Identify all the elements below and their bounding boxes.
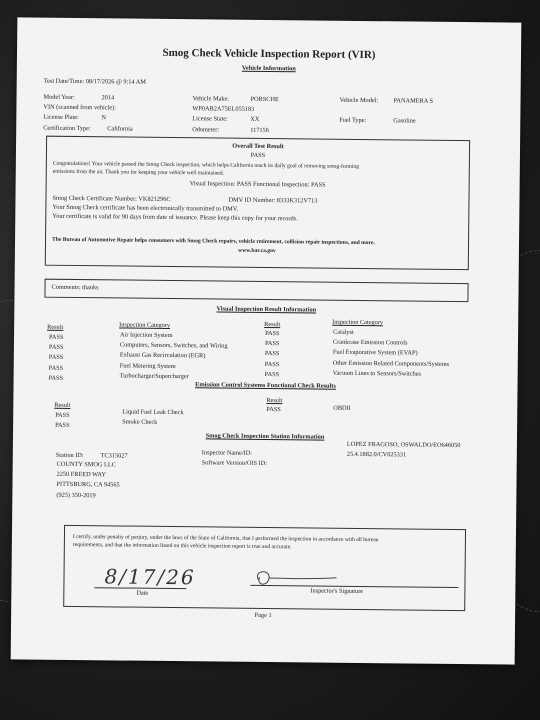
vehicle-values-col2 bbox=[250, 96, 279, 137]
page-number: Page 1 bbox=[254, 611, 272, 620]
visual-right-results bbox=[265, 330, 280, 381]
visual-heading: Visual Inspection Result Information bbox=[216, 305, 317, 314]
station-phone: (925) 350-2019 bbox=[56, 491, 96, 499]
model-label: Vehicle Model: bbox=[339, 96, 379, 105]
vin-value: WP0AB2A75EL055183 bbox=[192, 105, 255, 114]
overall-result: PASS bbox=[250, 151, 266, 159]
test-datetime bbox=[44, 78, 146, 88]
visual-left-category: Exhaust Gas Recirculation (EGR) bbox=[119, 351, 206, 360]
congrats-line-2: emissions from the air. Thank you for keeping your vehicle well maintained. bbox=[52, 168, 225, 177]
station-heading: Smog Check Inspection Station Information bbox=[205, 432, 325, 441]
license-plate-value: N bbox=[101, 114, 106, 122]
vin-label: VIN (scanned from vehicle): bbox=[43, 103, 117, 112]
visual-left-results bbox=[49, 334, 64, 385]
functional-right-result: PASS bbox=[266, 406, 281, 414]
station-id-label: Station ID: bbox=[55, 451, 84, 460]
make-label: Vehicle Make: bbox=[192, 95, 230, 103]
overall-result-box bbox=[45, 136, 470, 270]
model-year-label: Model Year: bbox=[43, 93, 75, 101]
visual-left-category: Computers, Sensors, Switches, and Wiring bbox=[119, 341, 228, 350]
make-value: PORSCHE bbox=[250, 95, 279, 104]
visual-left-categories bbox=[120, 331, 228, 383]
visual-right-category: Other Emission Related Components/Systems bbox=[332, 359, 450, 368]
visual-right-result: PASS bbox=[265, 329, 280, 338]
cert-type-value: California bbox=[107, 124, 133, 133]
functional-left-results bbox=[55, 412, 70, 433]
station-id bbox=[56, 452, 128, 461]
visual-right-result-header: Result bbox=[264, 320, 281, 329]
functional-left-result: PASS bbox=[55, 411, 70, 419]
inspector-values bbox=[347, 441, 461, 463]
visual-right-result: PASS bbox=[264, 350, 280, 358]
odometer-label: Odometer: bbox=[192, 125, 220, 134]
visual-functional-summary: Visual Inspection: PASS Functional Inspection: PASS bbox=[189, 180, 326, 189]
functional-left-categories bbox=[122, 408, 184, 429]
station-id-value: TC315027 bbox=[100, 452, 128, 460]
visual-right-category-header: Inspection Category bbox=[332, 318, 384, 327]
station-address-1: 2250 FREED WAY bbox=[56, 471, 106, 479]
inspector-value: LOPEZ FRAGOSO, OSWALDO/EO646050 bbox=[346, 440, 461, 450]
dmv-id: DMV ID Number: 8333K312V713 bbox=[228, 196, 318, 205]
station-address-2: PITTSBURG, CA 94565 bbox=[56, 481, 120, 489]
congrats-line-1: Congratulations! Your vehicle passed the Smog Check inspection, which helps California reach its daily goal of removing smog-forming bbox=[52, 160, 360, 170]
comments-text: Comments: thanks bbox=[51, 283, 99, 292]
vehicle-values-col3 bbox=[393, 97, 433, 128]
date-label: Date bbox=[136, 589, 149, 597]
certify-line-1: I certify, under penalty of perjury, under the laws of the State of California, that I performed the inspection in accordance with all bureau bbox=[72, 533, 379, 544]
comments-box bbox=[44, 279, 468, 302]
certification-box bbox=[63, 525, 466, 611]
document-title: Smog Check Vehicle Inspection Report (VIR) bbox=[162, 46, 376, 62]
visual-left-result: PASS bbox=[48, 374, 64, 382]
functional-heading: Emission Control Systems Functional Check Results bbox=[195, 381, 336, 390]
visual-left-result-header: Result bbox=[47, 323, 64, 331]
functional-left-category: Liquid Fuel Leak Check bbox=[122, 408, 184, 417]
bureau-url: www.bar.ca.gov bbox=[238, 247, 276, 255]
software-label: Software Version/OIS ID: bbox=[201, 459, 268, 468]
functional-left-result-header: Result bbox=[54, 401, 71, 409]
license-plate-label: License Plate: bbox=[43, 114, 79, 122]
visual-right-result: PASS bbox=[264, 370, 280, 378]
transmitted-note: Your Smog Check certificate has been electronically transmitted to DMV. bbox=[52, 203, 239, 213]
visual-left-result: PASS bbox=[48, 343, 64, 352]
visual-left-category-header: Inspection Category bbox=[119, 321, 171, 329]
visual-left-result: PASS bbox=[48, 333, 64, 341]
fuel-value: Gasoline bbox=[393, 117, 416, 125]
visual-left-result: PASS bbox=[48, 364, 64, 372]
visual-left-category: Fuel Metering System bbox=[119, 362, 176, 370]
visual-right-categories bbox=[333, 329, 450, 381]
vir-document bbox=[11, 17, 522, 664]
visual-right-category: Fuel Evaporative System (EVAP) bbox=[332, 349, 418, 357]
visual-right-category: Crankcase Emission Controls bbox=[332, 338, 408, 347]
functional-right-result-header: Result bbox=[266, 397, 283, 405]
station-address bbox=[56, 461, 120, 502]
inspector-label: Inspector Name/ID: bbox=[201, 449, 253, 457]
vehicle-info-heading: Vehicle Information bbox=[241, 64, 296, 73]
vehicle-labels-col3 bbox=[339, 97, 378, 128]
certify-line-2: requirements, and that the information listed on this vehicle inspection report is true and accurate. bbox=[72, 541, 292, 551]
visual-right-result: PASS bbox=[264, 360, 280, 368]
visual-left-category: Turbocharger/Supercharger bbox=[119, 372, 189, 380]
cert-type-label: Certification Type: bbox=[43, 124, 91, 132]
overall-heading: Overall Test Result bbox=[232, 142, 284, 151]
visual-left-category: Air Injection System bbox=[120, 331, 173, 340]
bureau-note: The Bureau of Automotive Repair helps consumers with Smog Check repairs, vehicle retirement, collision repair inspections, and more. bbox=[52, 236, 375, 247]
visual-right-result: PASS bbox=[264, 340, 280, 348]
station-name: COUNTY SMOG LLC bbox=[56, 460, 116, 469]
validity-note: Your certificate is valid for 90 days from date of issuance. Please keep this copy for your records. bbox=[52, 212, 298, 223]
test-datetime-label: Test Date/Time: bbox=[43, 77, 85, 86]
signature-label: Inspector's Signature bbox=[310, 587, 364, 596]
visual-right-category: Vacuum Lines to Sensors/Switches bbox=[332, 369, 422, 378]
inspector-labels bbox=[202, 449, 268, 470]
handwritten-date: 8/17/26 bbox=[104, 564, 196, 590]
functional-left-result: PASS bbox=[55, 421, 70, 430]
functional-left-category: Smoke Check bbox=[122, 418, 158, 427]
license-state-value: XX bbox=[250, 116, 260, 124]
model-value: PANAMERA S bbox=[393, 97, 434, 105]
visual-left-result: PASS bbox=[48, 354, 64, 362]
software-value: 25.4.1882.0/CV025331 bbox=[346, 451, 407, 459]
vehicle-labels-col2 bbox=[192, 95, 254, 136]
fuel-label: Fuel Type: bbox=[339, 117, 367, 125]
license-state-label: License State: bbox=[192, 115, 228, 123]
visual-right-category: Catalyst bbox=[333, 328, 354, 336]
functional-right-category: OBDII bbox=[333, 404, 351, 412]
test-datetime-value: 08/17/2026 @ 9:14 AM bbox=[85, 78, 146, 86]
cert-number: Smog Check Certificate Number: VK821296C bbox=[52, 194, 171, 203]
model-year-value: 2014 bbox=[101, 94, 115, 102]
odometer-value: 117156 bbox=[250, 126, 269, 134]
